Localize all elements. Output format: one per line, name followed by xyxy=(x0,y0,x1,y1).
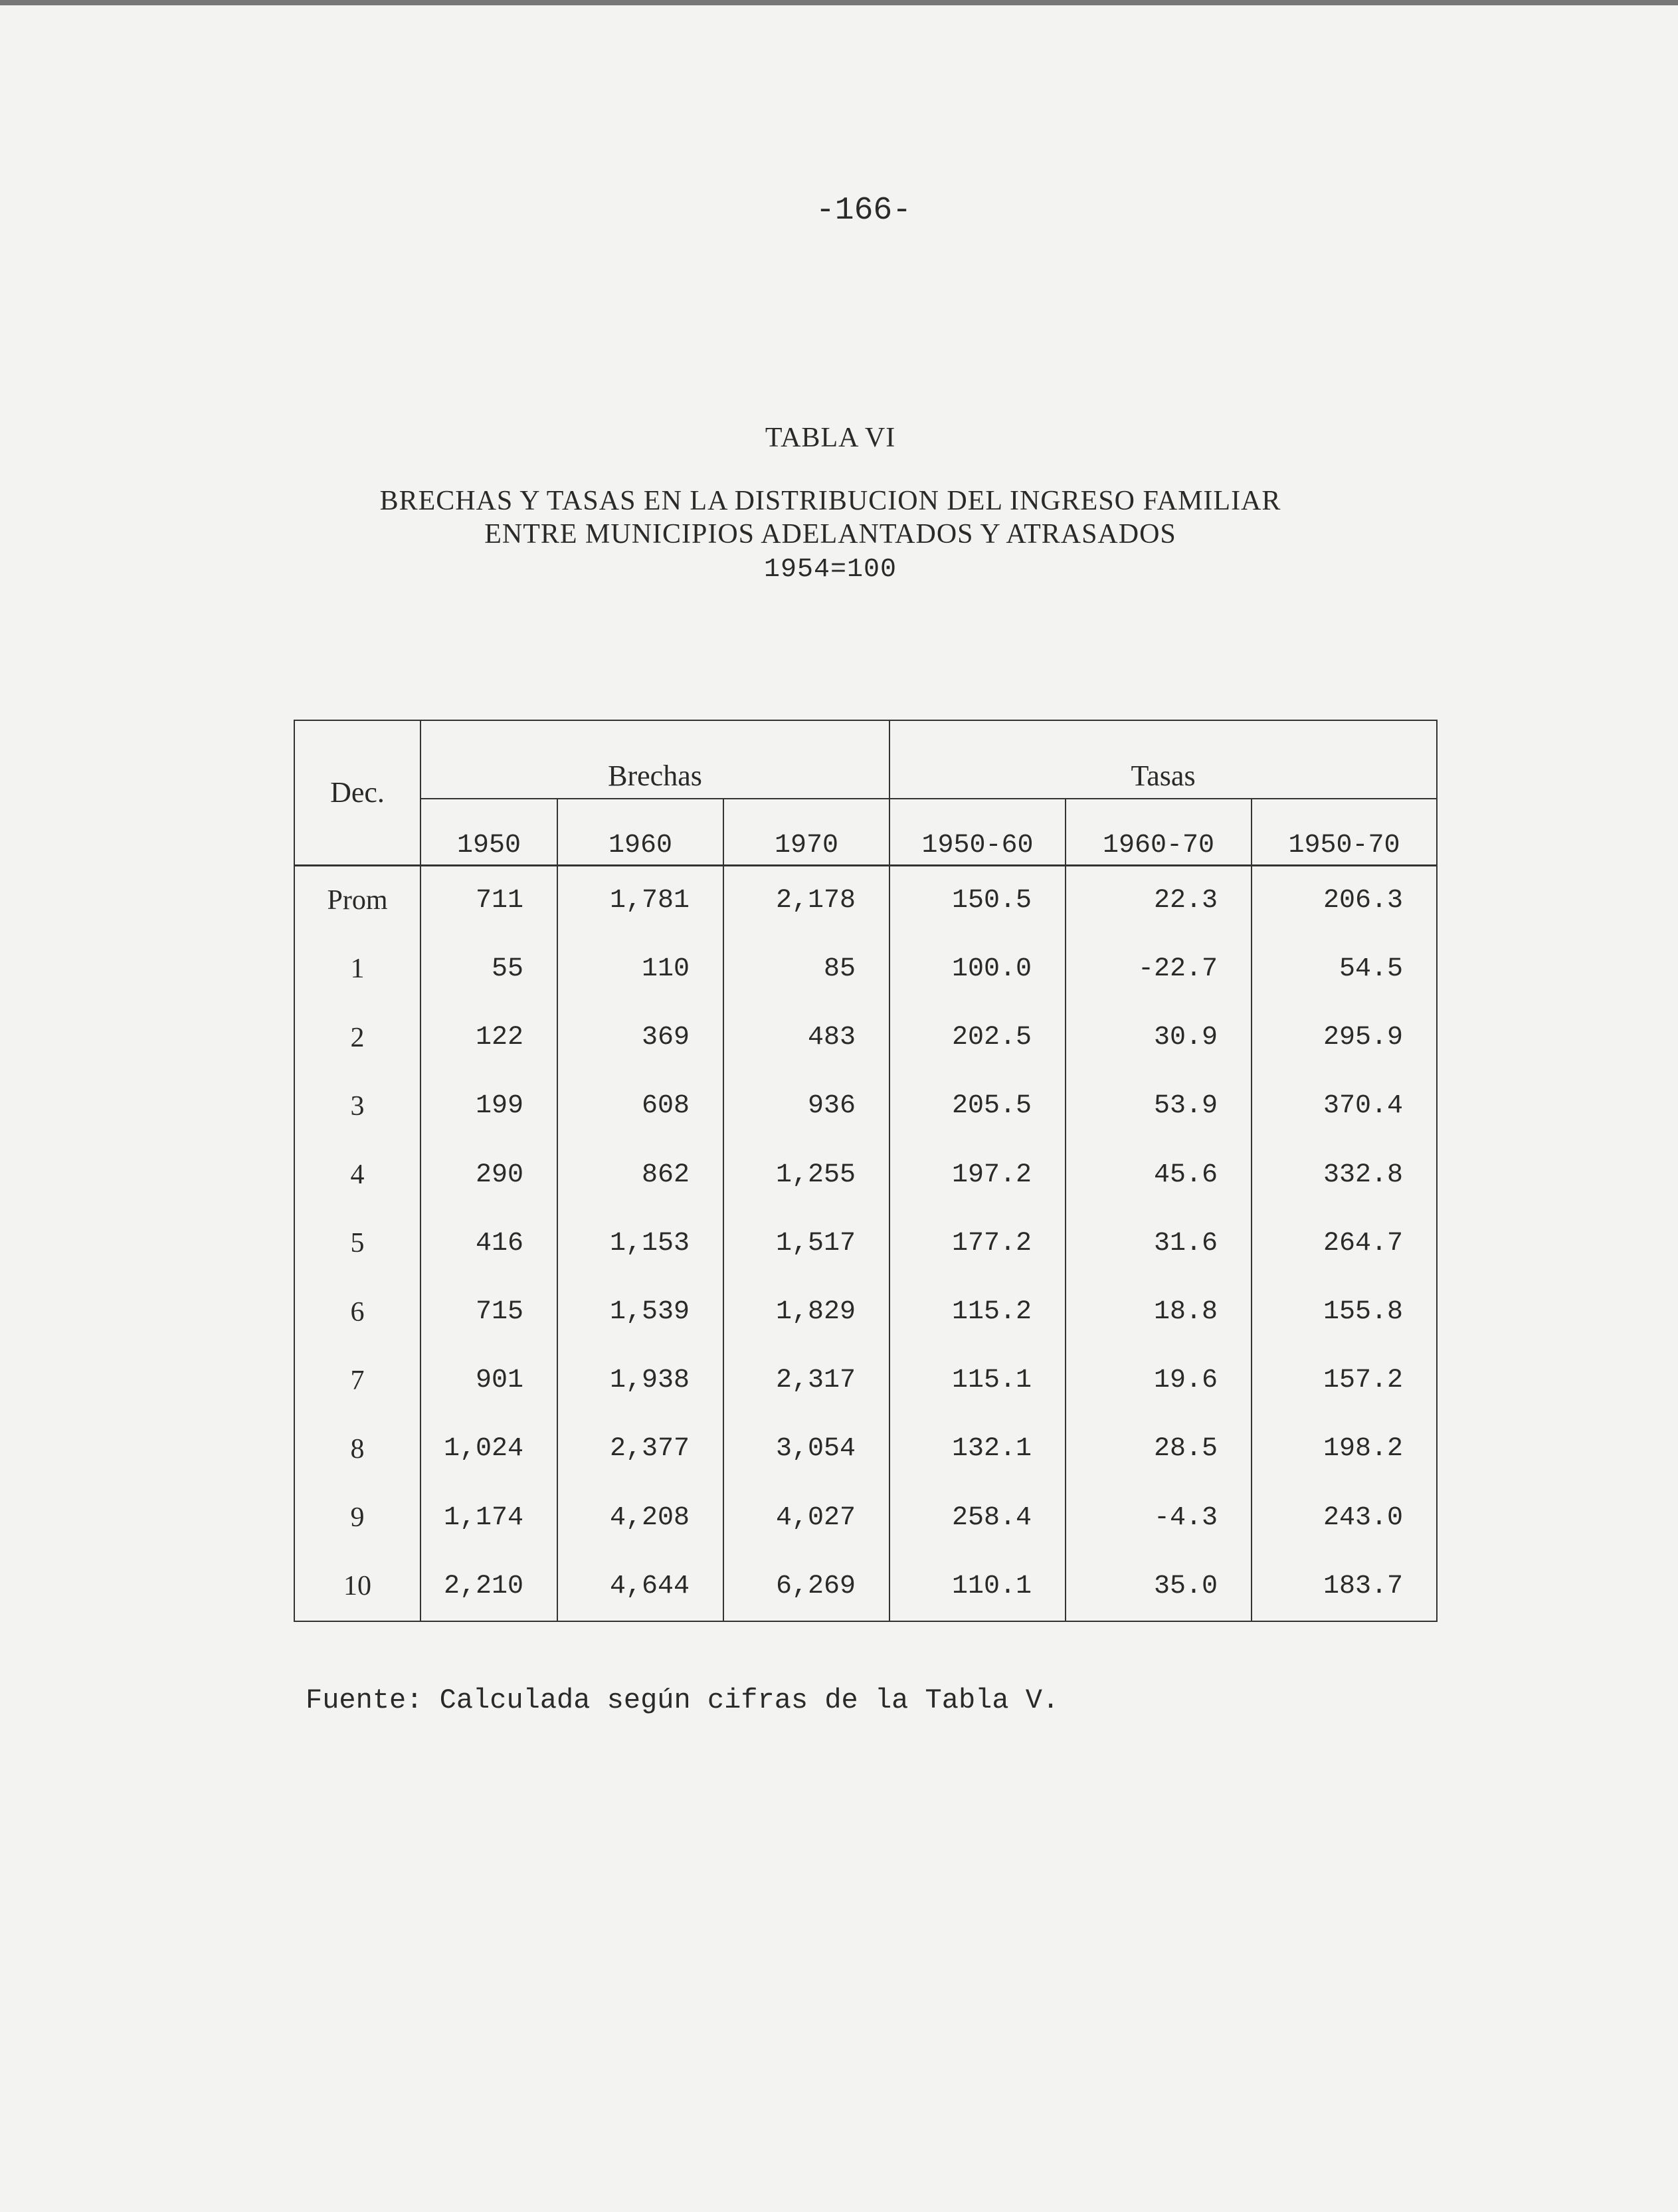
header-col: 1950-70 xyxy=(1252,799,1437,866)
source-note: Fuente: Calculada según cifras de la Tabla V. xyxy=(306,1684,1060,1716)
table-cell: -22.7 xyxy=(1066,935,1252,1003)
table-row xyxy=(294,1552,1437,1621)
header-col: 1950 xyxy=(420,799,557,866)
table-cell: 18.8 xyxy=(1066,1278,1252,1346)
row-label: 3 xyxy=(294,1072,420,1140)
table-cell: 1,781 xyxy=(557,865,723,935)
row-label: 9 xyxy=(294,1484,420,1552)
page-top-edge xyxy=(0,0,1678,5)
table-cell: 85 xyxy=(723,935,889,1003)
row-label: 1 xyxy=(294,935,420,1003)
table-cell: 4,027 xyxy=(723,1484,889,1552)
table-cell: 1,024 xyxy=(420,1415,557,1483)
table-cell: 1,174 xyxy=(420,1484,557,1552)
table-cell: 199 xyxy=(420,1072,557,1140)
table-header-row-columns xyxy=(294,799,1437,866)
table-cell: 1,829 xyxy=(723,1278,889,1346)
table-cell: 100.0 xyxy=(889,935,1066,1003)
table-cell: 155.8 xyxy=(1252,1278,1437,1346)
table-cell: 198.2 xyxy=(1252,1415,1437,1483)
table-cell: 416 xyxy=(420,1209,557,1278)
row-label: 6 xyxy=(294,1278,420,1346)
table-cell: 183.7 xyxy=(1252,1552,1437,1621)
header-dec: Dec. xyxy=(294,720,420,865)
row-label: 5 xyxy=(294,1209,420,1278)
table-cell: 206.3 xyxy=(1252,865,1437,935)
table-row xyxy=(294,1484,1437,1552)
table-cell: 132.1 xyxy=(889,1415,1066,1483)
table-row xyxy=(294,1346,1437,1415)
table-cell: 370.4 xyxy=(1252,1072,1437,1140)
table-cell: 110.1 xyxy=(889,1552,1066,1621)
table-cell: 264.7 xyxy=(1252,1209,1437,1278)
table-row xyxy=(294,1003,1437,1072)
table-cell: 1,153 xyxy=(557,1209,723,1278)
table-label: TABLA VI xyxy=(765,423,896,453)
header-col: 1970 xyxy=(723,799,889,866)
row-label: 10 xyxy=(294,1552,420,1621)
table-cell: 22.3 xyxy=(1066,865,1252,935)
header-col: 1950-60 xyxy=(889,799,1066,866)
table-row xyxy=(294,865,1437,935)
table-row xyxy=(294,1278,1437,1346)
table-cell: 6,269 xyxy=(723,1552,889,1621)
table-cell: 1,938 xyxy=(557,1346,723,1415)
table-cell: 4,208 xyxy=(557,1484,723,1552)
table-cell: 157.2 xyxy=(1252,1346,1437,1415)
table-cell: 35.0 xyxy=(1066,1552,1252,1621)
table-row xyxy=(294,1072,1437,1140)
table-row xyxy=(294,1141,1437,1209)
header-brechas: Brechas xyxy=(420,720,889,799)
table-cell: 901 xyxy=(420,1346,557,1415)
table-header-row-groups xyxy=(294,720,1437,799)
table-cell: 1,539 xyxy=(557,1278,723,1346)
row-label: 4 xyxy=(294,1141,420,1209)
table-base-year: 1954=100 xyxy=(763,555,897,585)
table-cell: 1,517 xyxy=(723,1209,889,1278)
table-body xyxy=(294,865,1437,1621)
header-col: 1960-70 xyxy=(1066,799,1252,866)
data-table xyxy=(294,720,1438,1622)
table-cell: 862 xyxy=(557,1141,723,1209)
table-title-line-2: ENTRE MUNICIPIOS ADELANTADOS Y ATRASADOS xyxy=(484,519,1176,550)
table-cell: 28.5 xyxy=(1066,1415,1252,1483)
table-cell: -4.3 xyxy=(1066,1484,1252,1552)
table-cell: 202.5 xyxy=(889,1003,1066,1072)
table-cell: 332.8 xyxy=(1252,1141,1437,1209)
table-cell: 4,644 xyxy=(557,1552,723,1621)
table-row xyxy=(294,1415,1437,1483)
table-cell: 122 xyxy=(420,1003,557,1072)
table-cell: 2,377 xyxy=(557,1415,723,1483)
table-cell: 115.1 xyxy=(889,1346,1066,1415)
table-title-line-1: BRECHAS Y TASAS EN LA DISTRIBUCION DEL INGRESO FAMILIAR xyxy=(379,486,1281,516)
table-cell: 205.5 xyxy=(889,1072,1066,1140)
table-cell: 115.2 xyxy=(889,1278,1066,1346)
table-cell: 197.2 xyxy=(889,1141,1066,1209)
table-cell: 483 xyxy=(723,1003,889,1072)
table-cell: 243.0 xyxy=(1252,1484,1437,1552)
table-cell: 608 xyxy=(557,1072,723,1140)
table-cell: 290 xyxy=(420,1141,557,1209)
table-cell: 45.6 xyxy=(1066,1141,1252,1209)
table-cell: 150.5 xyxy=(889,865,1066,935)
header-tasas: Tasas xyxy=(889,720,1437,799)
table-cell: 177.2 xyxy=(889,1209,1066,1278)
table-cell: 30.9 xyxy=(1066,1003,1252,1072)
table-cell: 53.9 xyxy=(1066,1072,1252,1140)
table-row xyxy=(294,1209,1437,1278)
table-cell: 295.9 xyxy=(1252,1003,1437,1072)
table-cell: 711 xyxy=(420,865,557,935)
row-label: 7 xyxy=(294,1346,420,1415)
table-cell: 936 xyxy=(723,1072,889,1140)
page-number: -166- xyxy=(815,193,912,229)
table-cell: 258.4 xyxy=(889,1484,1066,1552)
table-cell: 2,317 xyxy=(723,1346,889,1415)
row-label: Prom xyxy=(294,865,420,935)
table-cell: 55 xyxy=(420,935,557,1003)
table-cell: 2,210 xyxy=(420,1552,557,1621)
table-cell: 2,178 xyxy=(723,865,889,935)
row-label: 8 xyxy=(294,1415,420,1483)
table-row xyxy=(294,935,1437,1003)
table-cell: 54.5 xyxy=(1252,935,1437,1003)
table-cell: 19.6 xyxy=(1066,1346,1252,1415)
table-cell: 110 xyxy=(557,935,723,1003)
table-cell: 1,255 xyxy=(723,1141,889,1209)
table-cell: 715 xyxy=(420,1278,557,1346)
table-cell: 3,054 xyxy=(723,1415,889,1483)
header-col: 1960 xyxy=(557,799,723,866)
table-cell: 31.6 xyxy=(1066,1209,1252,1278)
row-label: 2 xyxy=(294,1003,420,1072)
table-cell: 369 xyxy=(557,1003,723,1072)
